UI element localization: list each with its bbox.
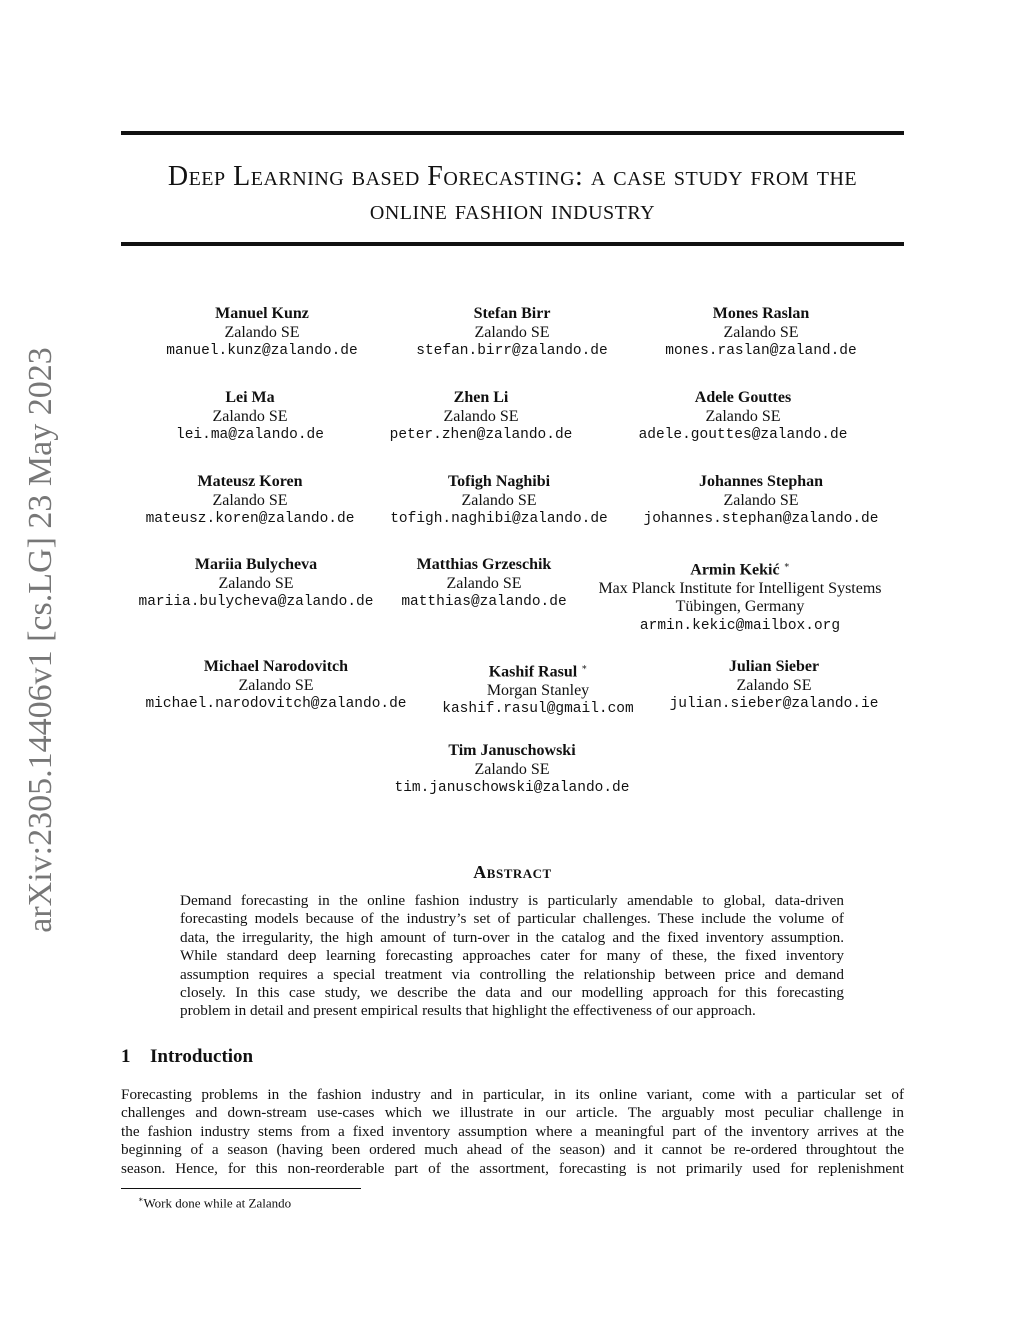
author-name: Julian Sieber [728, 658, 820, 675]
author-affiliation: Zalando SE [723, 491, 799, 509]
author-affiliation: Zalando SE [212, 407, 288, 425]
section-number: 1 [121, 1046, 131, 1067]
author-name: Kashif Rasul [488, 663, 578, 681]
author-affiliation: Zalando SE [224, 323, 300, 341]
author-email[interactable]: kashif.rasul@gmail.com [442, 701, 634, 718]
intro-paragraph [121, 1086, 904, 1178]
abstract-line: Demand forecasting in the online fashion industry is particularly amendable to global, data-driven [180, 892, 844, 909]
author-name: Johannes Stephan [698, 473, 824, 490]
author-block [601, 305, 921, 361]
body-line: season. Hence, for this non-reorderable part of the assortment, forecasting is not primarily used for replenishment [121, 1159, 904, 1177]
author-name: Michael Narodovitch [203, 658, 349, 675]
author-block [352, 742, 672, 798]
paper-title-line-2: online fashion industry [369, 195, 656, 226]
section-heading [121, 1045, 253, 1069]
author-block [583, 389, 903, 445]
footnote-mark: ∗ [783, 560, 790, 570]
author-name-with-mark [580, 556, 900, 580]
body-line: challenges and down-stream use-cases which we illustrate in our article. The arguably most peculiar challenge in [121, 1104, 904, 1122]
author-name: Mateusz Koren [197, 473, 303, 490]
author-email[interactable]: julian.sieber@zalando.ie [669, 696, 879, 712]
author-email[interactable]: tim.januschowski@zalando.de [394, 780, 630, 796]
author-email[interactable]: mariia.bulycheva@zalando.de [138, 594, 374, 610]
author-location: Tübingen, Germany [675, 598, 805, 616]
author-affiliation: Zalando SE [218, 574, 294, 592]
author-name: Stefan Birr [473, 305, 551, 322]
footnote-mark: ∗ [138, 1195, 144, 1204]
author-name: Matthias Grzeschik [416, 556, 552, 573]
abstract-body [180, 892, 844, 1021]
author-email[interactable]: manuel.kunz@zalando.de [166, 343, 358, 359]
section-title: Introduction [150, 1046, 254, 1067]
body-line: the fashion industry stems from a fixed inventory assumption where a meaningful part of the inventory arrives at the [121, 1122, 904, 1140]
author-email[interactable]: tofigh.naghibi@zalando.de [390, 511, 608, 527]
author-email[interactable]: mateusz.koren@zalando.de [145, 511, 355, 527]
author-affiliation: Zalando SE [461, 491, 537, 509]
author-name: Adele Gouttes [694, 389, 792, 406]
author-affiliation: Zalando SE [705, 407, 781, 425]
author-name: Armin Kekić [690, 561, 780, 579]
author-email[interactable]: lei.ma@zalando.de [176, 427, 324, 443]
author-email[interactable]: johannes.stephan@zalando.de [643, 511, 879, 527]
author-block [601, 473, 921, 529]
footnote-text: Work done while at Zalando [143, 1195, 292, 1211]
title-rule-bottom [121, 242, 904, 246]
body-line: beginning of a season (having been ordered much ahead of the season) and it cannot be re-ordered throughtout the [121, 1141, 904, 1159]
arxiv-stamp: arXiv:2305.14406v1 [cs.LG] 23 May 2023 [22, 347, 59, 933]
author-name: Mones Raslan [712, 305, 810, 322]
body-line: Forecasting problems in the fashion industry and in particular, in its online variant, come with a particular set of [121, 1086, 904, 1103]
abstract-line: forecasting models because of the industry’s set of particular challenges. These include the volume of [180, 910, 844, 928]
author-affiliation: Zalando SE [238, 676, 314, 694]
abstract-line: data, the irregularity, the high amount of turn-over in the catalog and the fixed inventory assumption. [180, 928, 844, 946]
author-affiliation: Zalando SE [474, 323, 550, 341]
author-name: Tofigh Naghibi [447, 473, 551, 490]
author-email[interactable]: michael.narodovitch@zalando.de [145, 696, 407, 712]
author-email[interactable]: stefan.birr@zalando.de [416, 343, 608, 359]
author-affiliation: Max Planck Institute for Intelligent Systems [598, 579, 882, 597]
author-email[interactable]: peter.zhen@zalando.de [389, 427, 573, 443]
abstract-line: problem in detail and present empirical results that highlight the effectiveness of our approach. [180, 1002, 756, 1020]
abstract-line: assumption requires a special treatment via controlling the relationship between price and demand [180, 965, 844, 983]
author-name: Lei Ma [225, 389, 275, 406]
author-affiliation: Zalando SE [723, 323, 799, 341]
author-affiliation: Zalando SE [443, 407, 519, 425]
footnote-mark: ∗ [581, 662, 588, 672]
abstract-line: While standard deep learning forecasting approaches cater for many of these, the fixed inventory [180, 947, 844, 965]
author-name: Mariia Bulycheva [194, 556, 318, 573]
author-affiliation: Zalando SE [446, 574, 522, 592]
author-email[interactable]: adele.gouttes@zalando.de [638, 427, 848, 443]
author-email[interactable]: mones.raslan@zaland.de [665, 343, 857, 359]
author-affiliation: Zalando SE [474, 760, 550, 778]
author-email[interactable]: matthias@zalando.de [401, 594, 567, 610]
author-affiliation: Morgan Stanley [486, 681, 590, 699]
author-block [614, 658, 934, 714]
abstract-heading: Abstract [473, 862, 552, 882]
abstract-line: closely. In this case study, we describe the data and our modelling approach for this forecasting [180, 984, 844, 1002]
author-affiliation: Zalando SE [736, 676, 812, 694]
author-name: Zhen Li [453, 389, 509, 406]
author-email[interactable]: armin.kekic@mailbox.org [639, 617, 841, 634]
author-affiliation: Zalando SE [212, 491, 288, 509]
title-rule-top [121, 131, 904, 135]
author-block [580, 556, 900, 635]
paper-title-line-1: Deep Learning based Forecasting: a case study from the [167, 161, 858, 192]
footnote-rule [121, 1188, 361, 1189]
author-name: Manuel Kunz [215, 305, 309, 322]
footnote [138, 1191, 291, 1211]
author-name: Tim Januschowski [448, 742, 576, 759]
